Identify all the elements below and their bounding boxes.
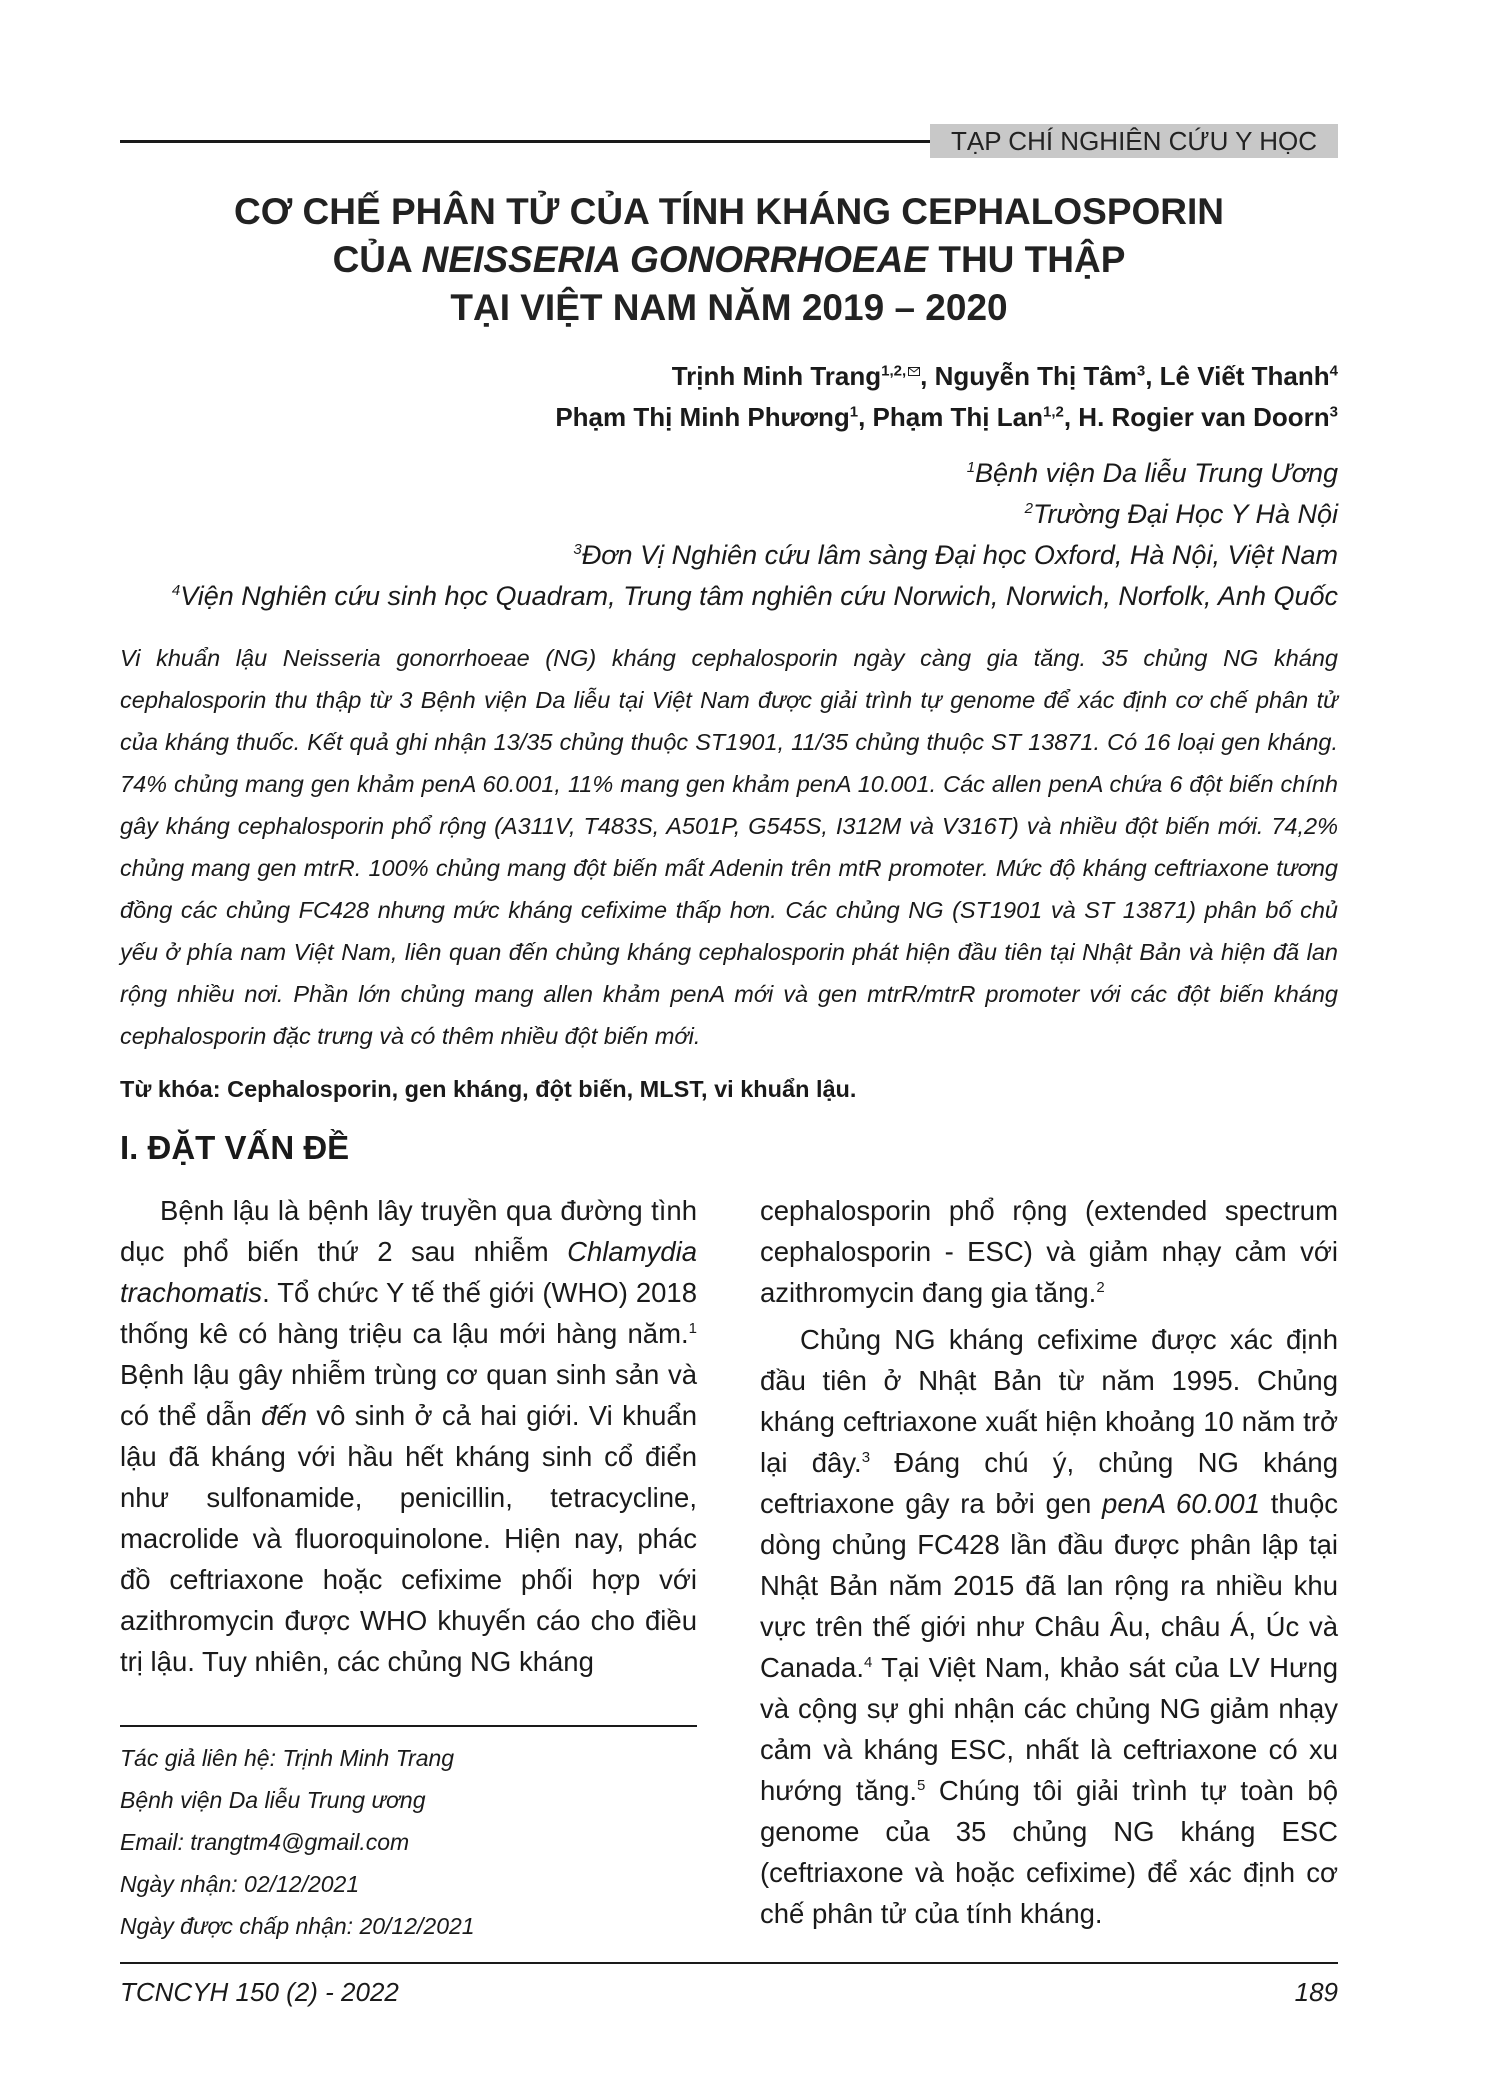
text-run: Chúng tôi giải trình tự toàn bộ genome của 35 chủng NG kháng ESC (ceftriaxone và hoặc cefixime) để xác định cơ chế phân tử của tính kháng. — [760, 1775, 1338, 1929]
title-line-2-prefix: CỦA — [332, 239, 422, 280]
author-name: H. Rogier van Doorn — [1078, 402, 1330, 432]
title-species: NEISSERIA GONORRHOEAE — [421, 239, 929, 280]
author-name: Phạm Thị Lan — [872, 402, 1043, 432]
title-line-2-suffix: THU THẬP — [928, 239, 1126, 280]
page-number: 189 — [1294, 1977, 1338, 2007]
footnote-contact: Tác giả liên hệ: Trịnh Minh Trang — [120, 1745, 455, 1771]
author-separator: , — [1145, 361, 1160, 391]
author-line-1 — [555, 356, 1338, 397]
author-separator: , — [1063, 402, 1079, 432]
reference-marker: 3 — [861, 1448, 871, 1466]
affiliation-text: Trường Đại Học Y Hà Nội — [1032, 499, 1338, 529]
body-paragraph — [760, 1190, 1338, 1313]
author-sup: 3 — [1329, 403, 1338, 421]
affiliation — [172, 453, 1338, 494]
affiliation-sup: 4 — [171, 582, 181, 599]
author-sup: 3 — [1136, 362, 1146, 380]
body-column-left — [120, 1190, 697, 1682]
affiliation — [172, 535, 1338, 576]
footnote-rule — [120, 1725, 697, 1727]
text-run: thuộc dòng chủng FC428 lần đầu được phân lập tại Nhật Bản năm 2015 đã lan rộng ra nhiều khu vực trên thế giới như Châu Âu, châu Á, Úc và Canada. — [760, 1488, 1338, 1683]
text-run: Tại Việt Nam, khảo sát của LV Hưng và cộng sự ghi nhận các chủng NG giảm nhạy cảm và kháng ESC, nhất là ceftriaxone có xu hướng tăng. — [760, 1652, 1338, 1806]
correspondence-footnote — [120, 1737, 697, 1947]
article-title — [120, 188, 1338, 332]
affiliation-text: Viện Nghiên cứu sinh học Quadram, Trung tâm nghiên cứu Norwich, Norwich, Norfolk, Anh Quốc — [180, 581, 1338, 611]
envelope-icon — [908, 367, 920, 376]
author-name: Phạm Thị Minh Phương — [555, 402, 850, 432]
italic-run: Chlamydia trachomatis — [120, 1236, 697, 1308]
affiliation-sup: 2 — [1024, 500, 1033, 517]
text-run: Chủng NG kháng cefixime được xác định đầu tiên ở Nhật Bản từ năm 1995. Chủng kháng ceftriaxone xuất hiện khoảng 10 năm trở lại đây. — [760, 1324, 1338, 1478]
author-sup: 1,2 — [1042, 403, 1064, 421]
body-paragraph — [760, 1319, 1338, 1934]
author-list — [555, 356, 1338, 438]
abstract: Vi khuẩn lậu Neisseria gonorrhoeae (NG) kháng cephalosporin ngày càng gia tăng. 35 chủng NG kháng cephalosporin thu thập từ 3 Bệnh viện Da liễu tại Việt Nam được giải trình tự genome để xác định cơ chế phân tử của kháng thuốc. Kết quả ghi nhận 13/35 chủng thuộc ST1901, 11/35 chủng thuộc ST 13871. Có 16 loại gen kháng. 74% chủng mang gen khảm penA 60.001, 11% mang gen khảm penA 10.001. Các allen penA chứa 6 đột biến chính gây kháng cephalosporin phổ rộng (A311V, T483S, A501P, G545S, I312M và V316T) và nhiều đột biến mới. 74,2% chủng mang gen mtrR. 100% chủng mang đột biến mất Adenin trên mtR promoter. Mức độ kháng ceftriaxone tương đồng các chủng FC428 nhưng mức kháng cefixime thấp hơn. Các chủng NG (ST1901 và ST 13871) phân bố chủ yếu ở phía nam Việt Nam, liên quan đến chủng kháng cephalosporin phát hiện đầu tiên tại Nhật Bản và hiện đã lan rộng nhiều nơi. Phần lớn chủng mang allen khảm penA mới và gen mtrR/mtrR promoter với các đột biến kháng cephalosporin đặc trưng và có thêm nhiều đột biến mới. — [120, 645, 1338, 1049]
title-line-2 — [120, 236, 1338, 284]
author-line-2 — [555, 397, 1338, 438]
affiliation-text: Đơn Vị Nghiên cứu lâm sàng Đại học Oxford, Hà Nội, Việt Nam — [581, 540, 1338, 570]
body-column-right — [760, 1190, 1338, 1934]
title-line-3: TẠI VIỆT NAM NĂM 2019 – 2020 — [450, 287, 1008, 328]
italic-run: đến — [261, 1400, 308, 1431]
text-run: Bệnh lậu là bệnh lây truyền qua đường tình dục phổ biến thứ 2 sau nhiễm — [120, 1195, 697, 1267]
author-sup: 4 — [1329, 362, 1338, 380]
author-name: Trịnh Minh Trang — [671, 361, 882, 391]
affiliation-sup: 1 — [966, 459, 976, 476]
title-line-1: CƠ CHẾ PHÂN TỬ CỦA TÍNH KHÁNG CEPHALOSPORIN — [233, 191, 1225, 232]
section-heading: I. ĐẶT VẤN ĐỀ — [120, 1129, 350, 1166]
affiliation-text: Bệnh viện Da liễu Trung Ương — [975, 458, 1338, 488]
affiliation — [172, 494, 1338, 535]
footer-citation: TCNCYH 150 (2) - 2022 — [120, 1977, 399, 2007]
footer-rule — [120, 1962, 1338, 1964]
author-separator: , — [920, 361, 935, 391]
footnote-email: Email: trangtm4@gmail.com — [120, 1829, 410, 1855]
text-run: vô sinh ở cả hai giới. Vi khuẩn lậu đã kháng với hầu hết kháng sinh cổ điển như sulfonamide, penicillin, tetracycline, macrolide và fluoroquinolone. Hiện nay, phác đồ ceftriaxone hoặc cefixime phối hợp với azithromycin được WHO khuyến cáo cho điều trị lậu. Tuy nhiên, các chủng NG kháng — [120, 1400, 697, 1677]
text-run: cephalosporin phổ rộng (extended spectrum cephalosporin - ESC) và giảm nhạy cảm với azithromycin đang gia tăng. — [760, 1195, 1338, 1308]
author-sup: 1 — [849, 403, 859, 421]
footnote-accepted: Ngày được chấp nhận: 20/12/2021 — [120, 1913, 475, 1939]
author-name: Nguyễn Thị Tâm — [934, 361, 1137, 391]
text-run: . Tổ chức Y tế thế giới (WHO) 2018 thống kê có hàng triệu ca lậu mới hàng năm. — [120, 1277, 697, 1349]
footnote-org: Bệnh viện Da liễu Trung ương — [120, 1787, 426, 1813]
text-run: Đáng chú ý, chủng NG kháng ceftriaxone gây ra bởi gen — [760, 1447, 1338, 1519]
reference-marker: 2 — [1096, 1278, 1105, 1296]
header-rule — [120, 140, 930, 143]
affiliation-list — [172, 453, 1338, 617]
keywords: Từ khóa: Cephalosporin, gen kháng, đột biến, MLST, vi khuẩn lậu. — [120, 1076, 857, 1102]
author-separator: , — [858, 402, 873, 432]
affiliation-sup: 3 — [573, 541, 582, 558]
reference-marker: 4 — [863, 1653, 873, 1671]
italic-run: penA 60.001 — [1102, 1488, 1261, 1519]
reference-marker: 5 — [917, 1776, 926, 1794]
affiliation — [172, 576, 1338, 617]
reference-marker: 1 — [688, 1319, 697, 1337]
author-sup: 1,2, — [881, 362, 907, 380]
author-name: Lê Viết Thanh — [1159, 361, 1330, 391]
text-run: Bệnh lậu gây nhiễm trùng cơ quan sinh sản và có thể dẫn — [120, 1359, 697, 1431]
body-paragraph — [120, 1190, 697, 1682]
journal-name: TẠP CHÍ NGHIÊN CỨU Y HỌC — [930, 124, 1338, 158]
footnote-received: Ngày nhận: 02/12/2021 — [120, 1871, 360, 1897]
